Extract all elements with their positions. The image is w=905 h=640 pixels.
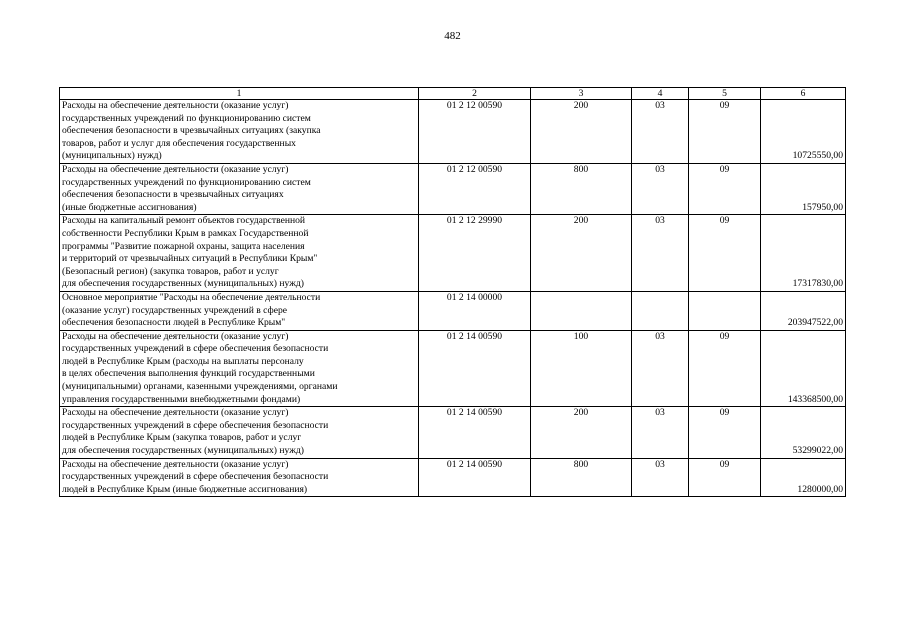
header-cell: 3: [531, 88, 632, 100]
csr-cell: 01 2 12 00590: [419, 163, 531, 214]
table-row: [60, 458, 846, 497]
table-row: [60, 330, 846, 407]
vr-cell: 200: [531, 215, 632, 292]
table-row: [60, 407, 846, 458]
vr-cell: [531, 291, 632, 330]
description-cell: Основное мероприятие "Расходы на обеспечение деятельности (оказание услуг) государственных учреждений в сфере обеспечения безопасности людей в Республике Крым": [60, 291, 419, 330]
rz-cell: 03: [632, 330, 689, 407]
amount-cell: 157950,00: [761, 163, 846, 214]
vr-cell: 200: [531, 100, 632, 164]
pr-cell: 09: [689, 458, 761, 497]
header-cell: 2: [419, 88, 531, 100]
csr-cell: 01 2 14 00590: [419, 330, 531, 407]
pr-cell: 09: [689, 407, 761, 458]
vr-cell: 200: [531, 407, 632, 458]
description-cell: Расходы на обеспечение деятельности (оказание услуг) государственных учреждений в сфере обеспечения безопасности людей в Республике Крым (иные бюджетные ассигнования): [60, 458, 419, 497]
description-cell: Расходы на капитальный ремонт объектов государственной собственности Республики Крым в рамках Государственной программы "Развитие пожарной охраны, защита населения и территорий от чрезвычайных ситуаций в Республики Крым" (Безопасный регион) (закупка товаров, работ и услуг для обеспечения государственных (муниципальных) нужд): [60, 215, 419, 292]
amount-cell: 10725550,00: [761, 100, 846, 164]
csr-cell: 01 2 14 00590: [419, 458, 531, 497]
csr-cell: 01 2 14 00000: [419, 291, 531, 330]
budget-table: [59, 87, 846, 497]
description-cell: Расходы на обеспечение деятельности (оказание услуг) государственных учреждений по функционированию систем обеспечения безопасности в чрезвычайных ситуациях (иные бюджетные ассигнования): [60, 163, 419, 214]
description-cell: Расходы на обеспечение деятельности (оказание услуг) государственных учреждений в сфере обеспечения безопасности людей в Республике Крым (закупка товаров, работ и услуг для обеспечения государственных (муниципальных) нужд): [60, 407, 419, 458]
header-cell: 1: [60, 88, 419, 100]
pr-cell: 09: [689, 215, 761, 292]
vr-cell: 800: [531, 163, 632, 214]
amount-cell: 203947522,00: [761, 291, 846, 330]
page-number: 482: [444, 30, 461, 42]
rz-cell: 03: [632, 407, 689, 458]
amount-cell: 53299022,00: [761, 407, 846, 458]
pr-cell: 09: [689, 100, 761, 164]
amount-cell: 1280000,00: [761, 458, 846, 497]
amount-cell: 17317830,00: [761, 215, 846, 292]
csr-cell: 01 2 14 00590: [419, 407, 531, 458]
table-header-row: [60, 88, 846, 100]
rz-cell: [632, 291, 689, 330]
rz-cell: 03: [632, 215, 689, 292]
csr-cell: 01 2 12 00590: [419, 100, 531, 164]
description-cell: Расходы на обеспечение деятельности (оказание услуг) государственных учреждений в сфере обеспечения безопасности людей в Республике Крым (расходы на выплаты персоналу в целях обеспечения выполнения функций государственными (муниципальными) органами, казенными учреждениями, органами управления государственными внебюджетными фондами): [60, 330, 419, 407]
pr-cell: [689, 291, 761, 330]
rz-cell: 03: [632, 458, 689, 497]
csr-cell: 01 2 12 29990: [419, 215, 531, 292]
rz-cell: 03: [632, 100, 689, 164]
rz-cell: 03: [632, 163, 689, 214]
description-cell: Расходы на обеспечение деятельности (оказание услуг) государственных учреждений по функционированию систем обеспечения безопасности в чрезвычайных ситуациях (закупка товаров, работ и услуг для обеспечения государственных (муниципальных) нужд): [60, 100, 419, 164]
pr-cell: 09: [689, 330, 761, 407]
header-cell: 6: [761, 88, 846, 100]
table-row: [60, 215, 846, 292]
table-row: [60, 100, 846, 164]
header-cell: 4: [632, 88, 689, 100]
header-cell: 5: [689, 88, 761, 100]
amount-cell: 143368500,00: [761, 330, 846, 407]
vr-cell: 800: [531, 458, 632, 497]
table-row: [60, 163, 846, 214]
table-row: [60, 291, 846, 330]
vr-cell: 100: [531, 330, 632, 407]
pr-cell: 09: [689, 163, 761, 214]
